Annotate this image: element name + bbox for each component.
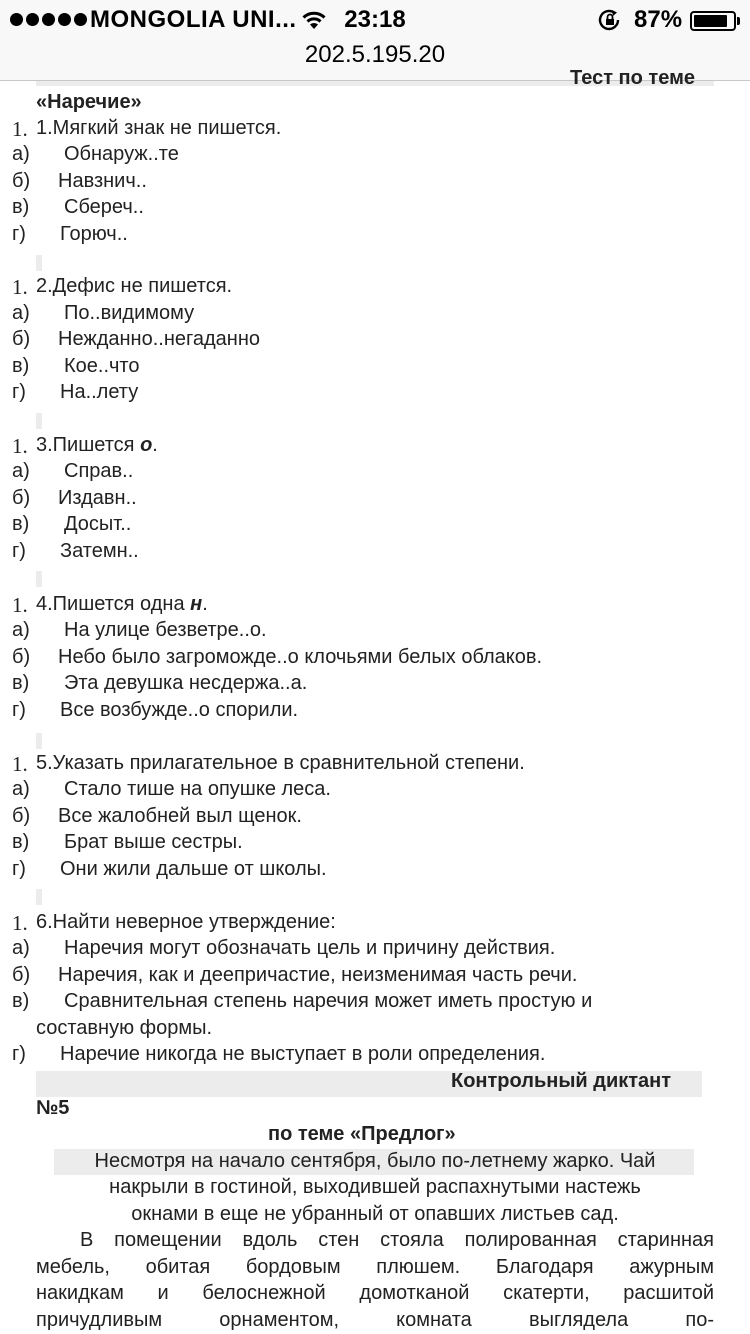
paragraph-line: накрыли в гостиной, выходившей распахнутыми настежь [109, 1176, 641, 1198]
question-3: 3.Пишется о. [36, 434, 158, 456]
paragraph-line: Несмотря на начало сентября, было по-летнему жарко. Чай [94, 1150, 656, 1172]
paragraph-line: мебель, обитая бордовым плюшем. Благодаря ажурным [36, 1256, 714, 1278]
dictation-topic: по теме «Предлог» [268, 1123, 456, 1145]
paragraph-line: накидкам и белоснежной домотканой скатерти, расшитой [36, 1282, 714, 1304]
question-5: 5.Указать прилагательное в сравнительной степени. [36, 752, 525, 774]
question-number: 1. [12, 911, 28, 935]
dictation-number: №5 [36, 1097, 70, 1119]
rotation-lock-icon [598, 9, 622, 38]
question-1: 1.Мягкий знак не пишется. [36, 117, 282, 139]
option-c-continuation: составную формы. [36, 1017, 213, 1039]
paragraph-line: В помещении вдоль стен стояла полированная старинная [80, 1229, 714, 1251]
question-6: 6.Найти неверное утверждение: [36, 911, 336, 933]
battery-percentage: 87% [634, 6, 683, 33]
document-page: Тест по теме «Наречие» 1. 1.Мягкий знак не пишется. а) Обнаруж..те б) Навзнич.. в) Сбереч.. г) Горюч.. 1. 2.Дефис не пишется. а) По..видимому б) Нежданно..негаданно в) Кое..что г) На..лету 1. 3.Пишется о. а) Справ.. б) Издавн.. в) Досыт.. г) Затемн.. 1. 4.Пишется одна н. а) На улице безветре..о. б) Небо было загроможде..о клочьями белых облаков. в) Эта девушка несдержа..а. г) Все возбужде..о спорили. 1. 5.Указать прилагательное в сравнительной степени. а) Стало тише на опушке леса. б) Все жалобней выл щенок. в) Брат выше сестры. г) Они жили дальше от школы. 1. 6.Найти неверное утверждение: а) Наречия могут обозначать цель и причину действия. б) Наречия, как и деепричастие, неизменимая часть речи. в) Сравнительная степень наречия может иметь простую и составную формы. г) Наречие никогда не выступает в роли определения. Контрольный диктант №5 по теме «Предлог» Несмотря на начало сентября, было по-летнему жарко. Чай накрыли в гостиной, выходившей распахнутыми настежь окнами в еще не убранный от опавших листьев сад. В помещении вдоль стен стояла полированная старинная мебель, обитая бордовым плюшем. Благодаря ажурным накидкам и белоснежной домотканой скатерти, расшитой причудливым орнаментом, комната выглядела по- [12, 67, 714, 1331]
url-text: 202.5.195.20 [304, 41, 446, 68]
battery-icon [690, 11, 736, 31]
question-4: 4.Пишется одна н. [36, 593, 208, 615]
question-number: 1. [12, 434, 28, 458]
paragraph-line: окнами в еще не убранный от опавших листьев сад. [131, 1203, 619, 1225]
question-number: 1. [12, 117, 28, 141]
dictation-heading: Контрольный диктант [451, 1070, 672, 1092]
status-bar [0, 0, 750, 40]
test-title: «Наречие» [36, 91, 142, 113]
question-number: 1. [12, 275, 28, 299]
question-2: 2.Дефис не пишется. [36, 275, 233, 297]
cut-heading: Тест по теме [570, 67, 695, 89]
paragraph-line: причудливым орнаментом, комната выглядела по- [36, 1309, 714, 1331]
question-number: 1. [12, 752, 28, 776]
question-number: 1. [12, 593, 28, 617]
clock: 23:18 [344, 6, 406, 33]
carrier-name: MONGOLIA UNI... [90, 6, 297, 33]
